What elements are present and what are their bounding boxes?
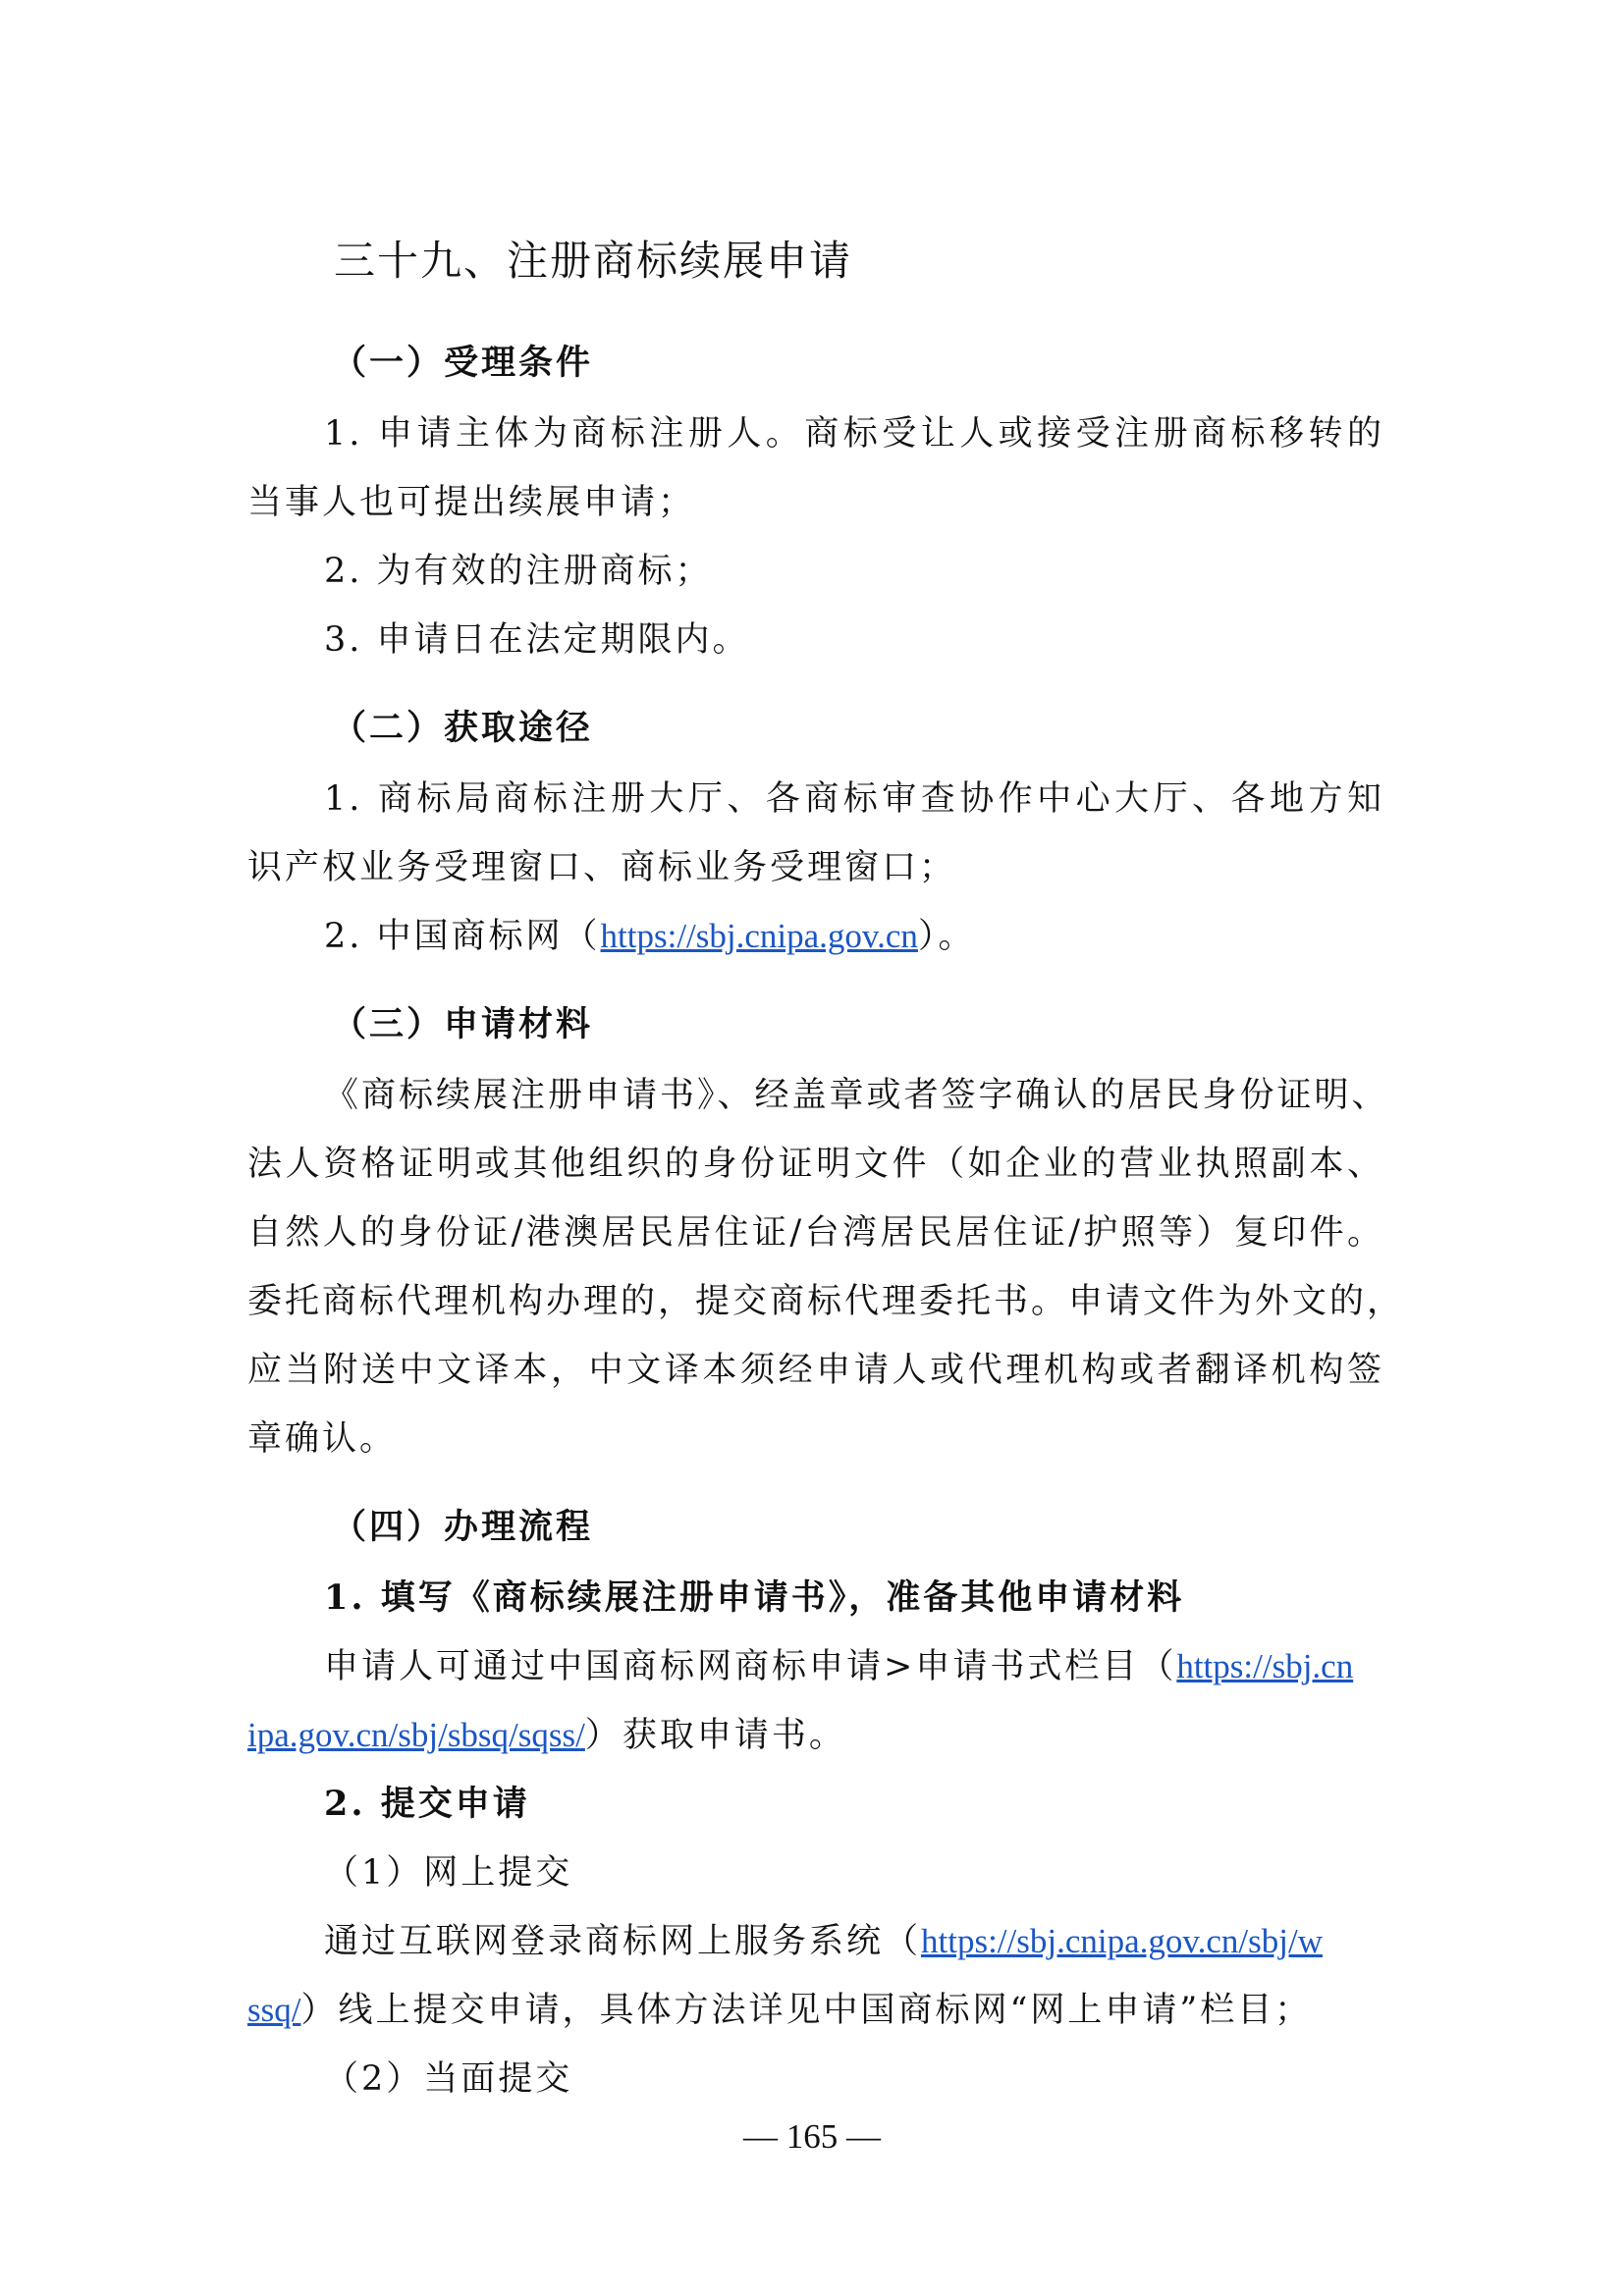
paragraph-line: 法人资格证明或其他组织的身份证明文件（如企业的营业执照副本、 <box>247 1145 1384 1184</box>
page-number: — 165 — <box>743 2117 881 2156</box>
paragraph-line: 1. 申请主体为商标注册人。商标受让人或接受注册商标移转的 <box>324 414 1384 454</box>
paragraph-line: ssq/）线上提交申请，具体方法详见中国商标网“网上申请”栏目； <box>247 1991 1313 2030</box>
paragraph-line: 2. 中国商标网（https://sbj.cnipa.gov.cn）。 <box>324 917 976 956</box>
forms-link[interactable]: https://sbj.cn <box>1176 1647 1354 1685</box>
paragraph-line: 识产权业务受理窗口、商标业务受理窗口； <box>247 848 957 887</box>
paragraph-line: 章确认。 <box>247 1419 398 1459</box>
paragraph-line: 应当附送中文译本，中文译本须经申请人或代理机构或者翻译机构签 <box>247 1351 1384 1390</box>
section-heading-channels: （二）获取途径 <box>332 709 594 748</box>
online-service-link-cont[interactable]: ssq/ <box>247 1991 301 2029</box>
subheading-in-person: （2）当面提交 <box>324 2059 573 2099</box>
subheading-submit: 2. 提交申请 <box>324 1784 530 1824</box>
paragraph-line: 委托商标代理机构办理的，提交商标代理委托书。申请文件为外文的， <box>247 1282 1405 1321</box>
paragraph-line: 当事人也可提出续展申请； <box>247 483 696 522</box>
page-title: 三十九、注册商标续展申请 <box>334 237 853 285</box>
paragraph-line: 自然人的身份证/港澳居民居住证/台湾居民居住证/护照等）复印件。 <box>247 1213 1384 1253</box>
section-heading-conditions: （一）受理条件 <box>332 344 594 383</box>
subheading-fill-form: 1. 填写《商标续展注册申请书》，准备其他申请材料 <box>324 1577 1185 1618</box>
subheading-online: （1）网上提交 <box>324 1853 573 1893</box>
paragraph-line: 通过互联网登录商标网上服务系统（https://sbj.cnipa.gov.cn/sbj/w <box>324 1922 1323 1961</box>
paragraph-line: 申请人可通过中国商标网商标申请>申请书式栏目（https://sbj.cn <box>324 1647 1354 1686</box>
paragraph-line: 3. 申请日在法定期限内。 <box>324 620 750 660</box>
section-heading-materials: （三）申请材料 <box>332 1005 594 1044</box>
paragraph-line: ipa.gov.cn/sbj/sbsq/sqss/）获取申请书。 <box>247 1716 846 1755</box>
paragraph-line: 1. 商标局商标注册大厅、各商标审查协作中心大厅、各地方知 <box>324 779 1384 819</box>
forms-link-cont[interactable]: ipa.gov.cn/sbj/sbsq/sqss/ <box>247 1716 585 1754</box>
section-heading-process: （四）办理流程 <box>332 1508 594 1547</box>
cnipa-link[interactable]: https://sbj.cnipa.gov.cn <box>600 917 918 955</box>
online-service-link[interactable]: https://sbj.cnipa.gov.cn/sbj/w <box>921 1922 1323 1960</box>
paragraph-line: 2. 为有效的注册商标； <box>324 552 713 591</box>
paragraph-line: 《商标续展注册申请书》、经盖章或者签字确认的居民身份证明、 <box>324 1076 1389 1115</box>
